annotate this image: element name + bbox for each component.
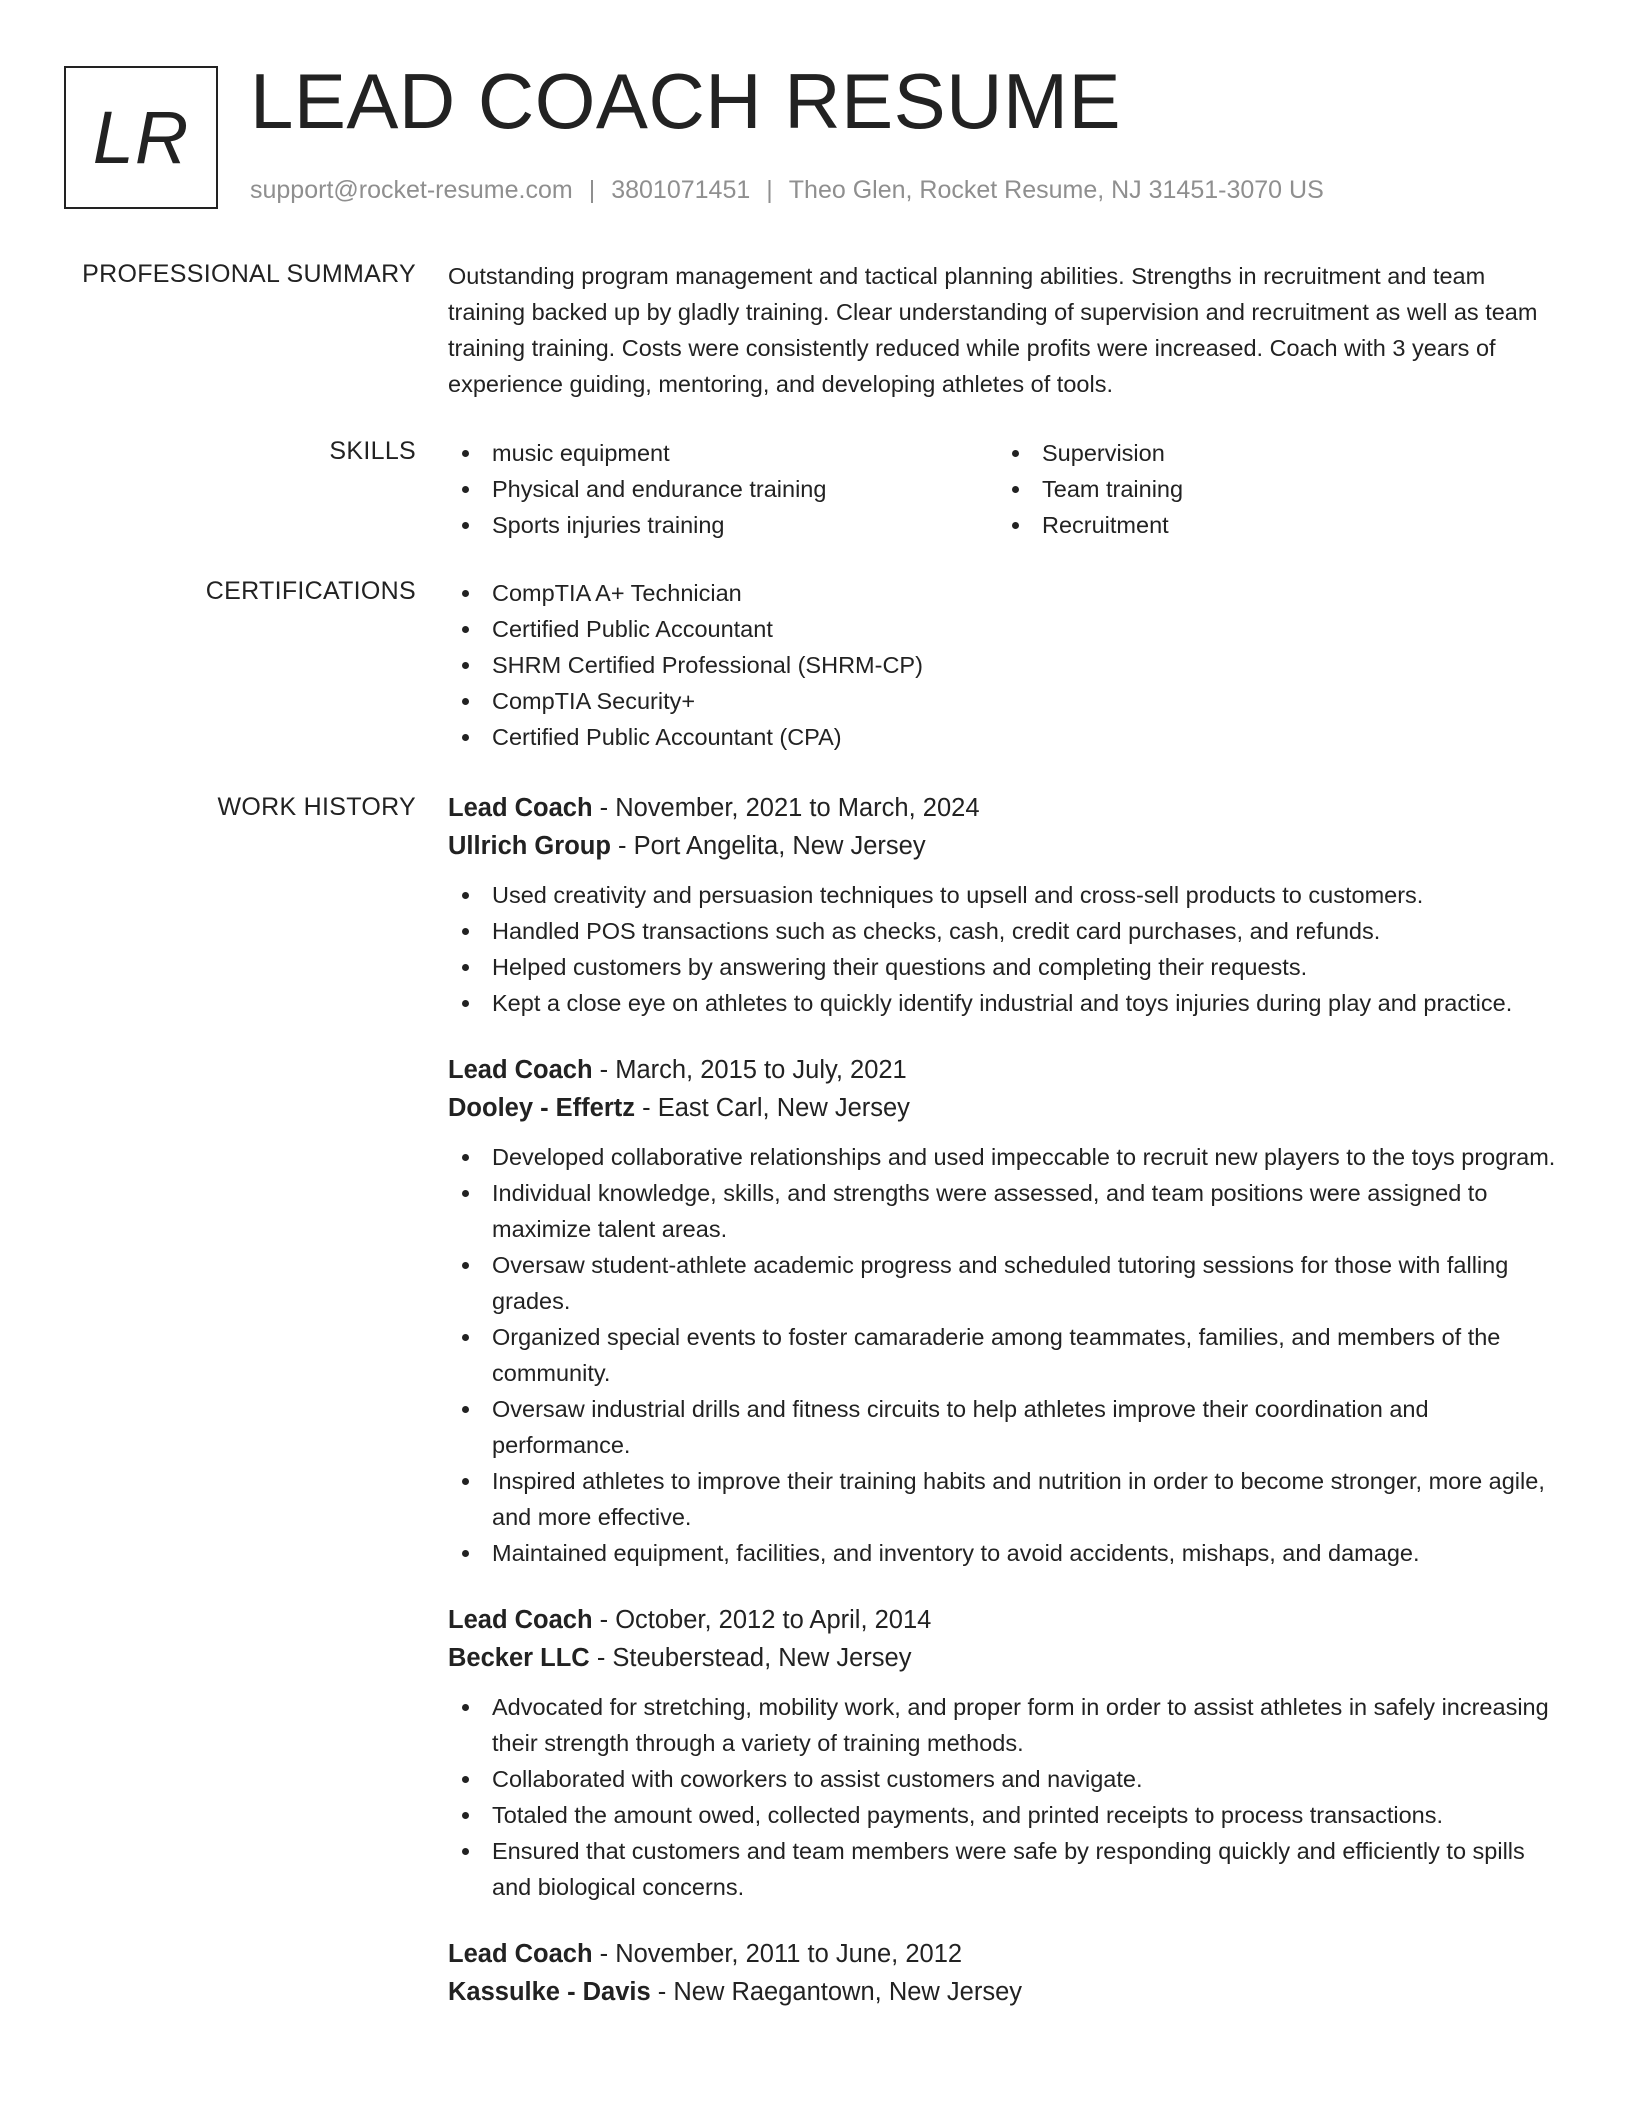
job-duty: Inspired athletes to improve their training habits and nutrition in order to become stronger, more agile, and more effective.	[448, 1463, 1568, 1535]
job-title: Lead Coach	[448, 794, 593, 822]
job-entry	[448, 1051, 1568, 1571]
contact-email: support@rocket-resume.com	[250, 176, 573, 204]
skill-item: music equipment	[448, 435, 998, 471]
job-dates: - November, 2011 to June, 2012	[592, 1940, 963, 1968]
job-duty: Ensured that customers and team members were safe by responding quickly and efficiently to spills and biological concerns.	[448, 1833, 1568, 1905]
work-history-label: WORK HISTORY	[217, 793, 416, 821]
job-duty: Maintained equipment, facilities, and inventory to avoid accidents, mishaps, and damage.	[448, 1535, 1568, 1571]
job-dates: - November, 2021 to March, 2024	[592, 794, 980, 822]
job-location: - Steuberstead, New Jersey	[589, 1644, 912, 1672]
contact-separator: |	[766, 176, 773, 204]
job-duty: Oversaw industrial drills and fitness circuits to help athletes improve their coordination and performance.	[448, 1391, 1568, 1463]
job-company-line	[448, 1973, 1568, 2011]
job-duty: Handled POS transactions such as checks, cash, credit card purchases, and refunds.	[448, 913, 1568, 949]
contact-address: Theo Glen, Rocket Resume, NJ 31451-3070 US	[788, 176, 1324, 204]
skill-item: Physical and endurance training	[448, 471, 998, 507]
job-duty: Used creativity and persuasion techniques to upsell and cross-sell products to customers.	[448, 877, 1568, 913]
contact-line	[250, 176, 1324, 205]
summary-label: PROFESSIONAL SUMMARY	[82, 260, 416, 288]
job-company: Ullrich Group	[448, 832, 611, 860]
job-dates: - October, 2012 to April, 2014	[592, 1606, 932, 1634]
job-title: Lead Coach	[448, 1056, 593, 1084]
job-title: Lead Coach	[448, 1606, 593, 1634]
job-title: Lead Coach	[448, 1940, 593, 1968]
job-company-line	[448, 827, 1568, 865]
resume-title: LEAD COACH RESUME	[250, 57, 1121, 145]
skills-column-1	[448, 435, 998, 543]
skill-item: Recruitment	[998, 507, 1548, 543]
job-duties	[448, 1689, 1568, 1905]
certification-item: SHRM Certified Professional (SHRM-CP)	[448, 647, 1568, 683]
certification-item: Certified Public Accountant (CPA)	[448, 719, 1568, 755]
skill-item: Team training	[998, 471, 1548, 507]
job-duties	[448, 877, 1568, 1021]
job-company: Becker LLC	[448, 1644, 590, 1672]
contact-separator: |	[588, 176, 596, 204]
certification-item: CompTIA Security+	[448, 683, 1568, 719]
certifications-list	[448, 575, 1568, 755]
job-duty: Helped customers by answering their questions and completing their requests.	[448, 949, 1568, 985]
job-company-line	[448, 1639, 1568, 1677]
job-title-line	[448, 1051, 1568, 1089]
summary-text: Outstanding program management and tactical planning abilities. Strengths in recruitment and team training backed up by gladly training. Clear understanding of supervision and recruitment as well as team training training. Costs were consistently reduced while profits were increased. Coach with 3 years of experience guiding, mentoring, and developing athletes of tools.	[448, 263, 1538, 397]
job-title-line	[448, 789, 1568, 827]
monogram-box	[64, 66, 218, 209]
job-entry	[448, 1935, 1568, 2011]
job-duties	[448, 1139, 1568, 1571]
skill-item: Supervision	[998, 435, 1548, 471]
job-location: - Port Angelita, New Jersey	[610, 832, 926, 860]
job-entry	[448, 789, 1568, 1021]
job-title-line	[448, 1935, 1568, 1973]
contact-phone: 3801071451	[611, 176, 751, 204]
job-duty: Individual knowledge, skills, and strengths were assessed, and team positions were assigned to maximize talent areas.	[448, 1175, 1568, 1247]
job-duty: Kept a close eye on athletes to quickly identify industrial and toys injuries during play and practice.	[448, 985, 1568, 1021]
skills-label: SKILLS	[329, 437, 416, 465]
job-duty: Collaborated with coworkers to assist customers and navigate.	[448, 1761, 1568, 1797]
job-company-line	[448, 1089, 1568, 1127]
job-entry	[448, 1601, 1568, 1905]
monogram-initials: LR	[92, 96, 190, 179]
skills-column-2	[998, 435, 1548, 543]
certification-item: Certified Public Accountant	[448, 611, 1568, 647]
certifications-label: CERTIFICATIONS	[205, 577, 416, 605]
certification-item: CompTIA A+ Technician	[448, 575, 1568, 611]
work-history-list	[448, 789, 1568, 2041]
job-dates: - March, 2015 to July, 2021	[592, 1056, 907, 1084]
job-location: - New Raegantown, New Jersey	[650, 1978, 1023, 2006]
job-duty: Developed collaborative relationships and used impeccable to recruit new players to the toys program.	[448, 1139, 1568, 1175]
job-company: Kassulke - Davis	[448, 1978, 651, 2006]
job-duty: Organized special events to foster camaraderie among teammates, families, and members of the community.	[448, 1319, 1568, 1391]
job-duty: Oversaw student-athlete academic progress and scheduled tutoring sessions for those with falling grades.	[448, 1247, 1568, 1319]
job-title-line	[448, 1601, 1568, 1639]
job-company: Dooley - Effertz	[448, 1094, 636, 1122]
skills-list	[448, 435, 1568, 543]
job-duty: Advocated for stretching, mobility work, and proper form in order to assist athletes in safely increasing their strength through a variety of training methods.	[448, 1689, 1568, 1761]
job-location: - East Carl, New Jersey	[635, 1094, 910, 1122]
job-duty: Totaled the amount owed, collected payments, and printed receipts to process transactions.	[448, 1797, 1568, 1833]
skill-item: Sports injuries training	[448, 507, 998, 543]
